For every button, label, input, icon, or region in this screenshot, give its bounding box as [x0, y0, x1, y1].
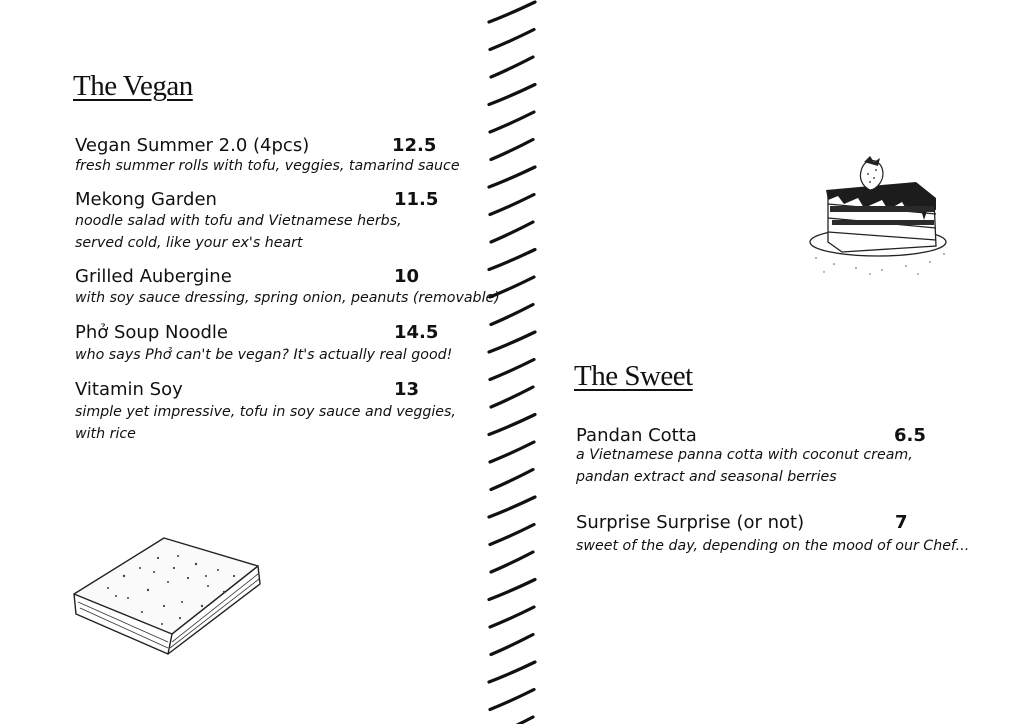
item-name: Phở Soup Noodle: [75, 322, 228, 343]
divider-stroke: [489, 167, 535, 187]
divider-stroke: [489, 332, 535, 352]
diagonal-stroke-divider: [482, 0, 542, 724]
divider-stroke: [491, 305, 533, 325]
item-description: who says Phở can't be vegan? It's actually real good!: [75, 347, 453, 363]
item-price: 12.5: [392, 135, 437, 156]
item-description: with soy sauce dressing, spring onion, peanuts (removable): [75, 290, 500, 306]
item-description: simple yet impressive, tofu in soy sauce and veggies,: [75, 404, 456, 420]
divider-stroke: [490, 690, 534, 710]
divider-stroke: [491, 222, 533, 242]
item-name: Surprise Surprise (or not): [576, 512, 805, 533]
item-name: Vitamin Soy: [75, 379, 183, 400]
item-price: 11.5: [394, 189, 439, 210]
item-name: Vegan Summer 2.0 (4pcs): [75, 135, 310, 156]
item-price: 13: [394, 379, 420, 400]
item-description: with rice: [75, 426, 136, 442]
divider-stroke: [490, 195, 534, 215]
divider-stroke: [490, 30, 534, 50]
item-description: a Vietnamese panna cotta with coconut cream,: [576, 447, 913, 463]
item-description: fresh summer rolls with tofu, veggies, tamarind sauce: [75, 158, 460, 174]
vegan-section-title: The Vegan: [73, 70, 193, 102]
item-description: sweet of the day, depending on the mood of our Chef...: [576, 538, 970, 554]
divider-stroke: [489, 250, 535, 270]
divider-stroke: [489, 2, 535, 22]
item-name: Pandan Cotta: [576, 425, 697, 446]
item-name: Mekong Garden: [75, 189, 217, 210]
item-description: served cold, like your ex's heart: [75, 235, 303, 251]
divider-stroke: [491, 552, 533, 572]
divider-stroke: [489, 497, 535, 517]
divider-stroke: [489, 85, 535, 105]
divider-stroke: [489, 580, 535, 600]
divider-stroke: [490, 607, 534, 627]
tofu-block-illustration: [68, 532, 268, 656]
divider-stroke: [490, 442, 534, 462]
divider-stroke: [489, 415, 535, 435]
item-price: 6.5: [894, 425, 926, 446]
divider-stroke: [489, 662, 535, 682]
divider-stroke: [491, 717, 533, 724]
item-price: 7: [895, 512, 908, 533]
divider-stroke: [490, 525, 534, 545]
divider-stroke: [491, 387, 533, 407]
divider-stroke: [491, 635, 533, 655]
sweet-section-title: The Sweet: [574, 360, 693, 392]
divider-stroke: [491, 57, 533, 77]
divider-stroke: [491, 140, 533, 160]
divider-stroke: [490, 112, 534, 132]
divider-stroke: [490, 277, 534, 297]
item-price: 14.5: [394, 322, 439, 343]
divider-stroke: [491, 470, 533, 490]
item-price: 10: [394, 266, 420, 287]
item-name: Grilled Aubergine: [75, 266, 232, 287]
cake-slice-illustration: [804, 154, 954, 278]
item-description: pandan extract and seasonal berries: [576, 469, 837, 485]
divider-stroke: [490, 360, 534, 380]
item-description: noodle salad with tofu and Vietnamese herbs,: [75, 213, 402, 229]
